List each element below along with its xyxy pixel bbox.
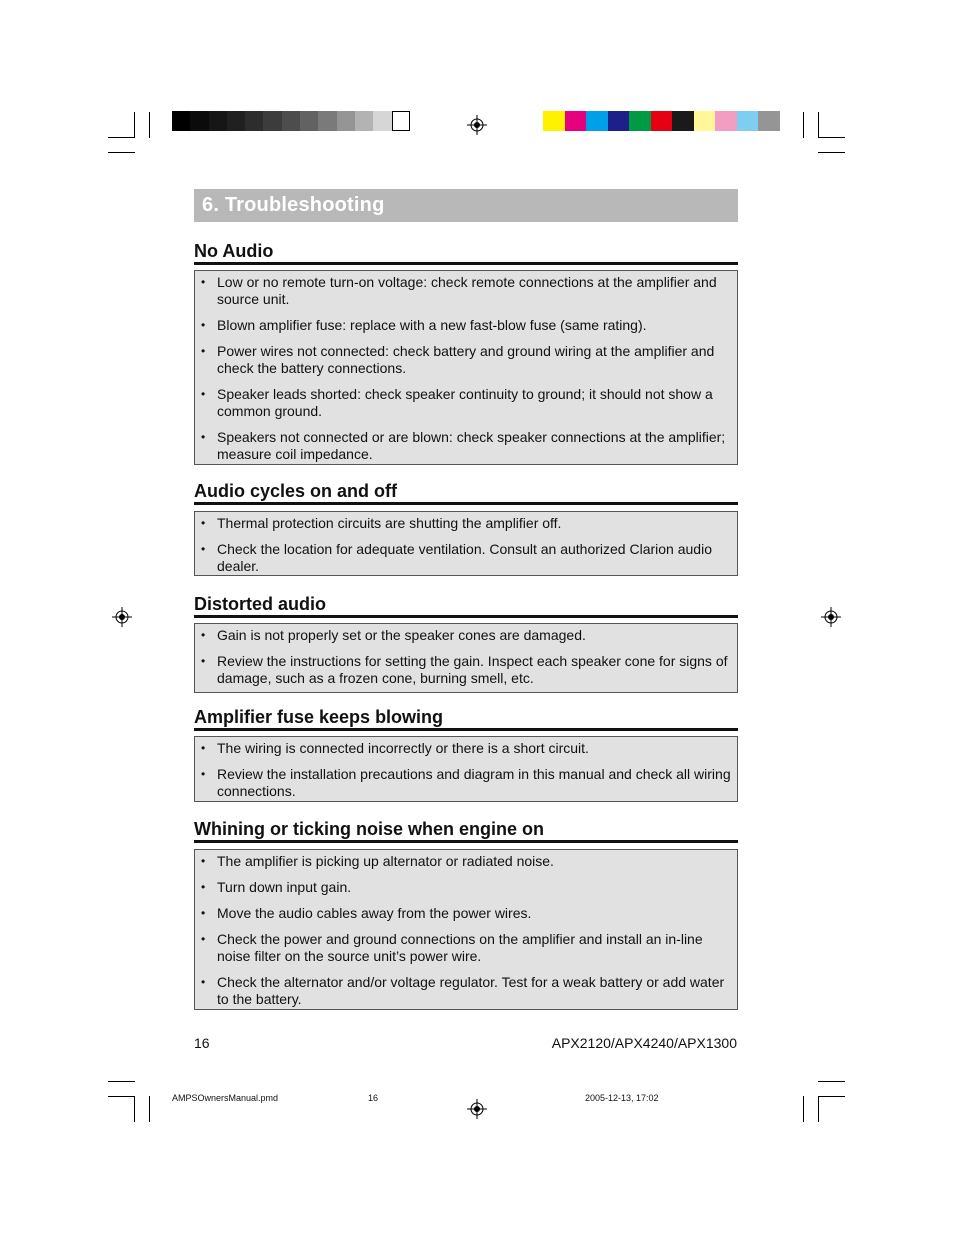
slug-page: 16 bbox=[368, 1093, 379, 1103]
color-swatch bbox=[694, 111, 716, 131]
color-swatch bbox=[586, 111, 608, 131]
crop-mark bbox=[134, 112, 135, 138]
registration-target-icon bbox=[112, 607, 132, 627]
section-heading-fuse-blowing: Amplifier fuse keeps blowing bbox=[194, 707, 738, 731]
color-swatch bbox=[227, 111, 245, 131]
color-swatch bbox=[392, 111, 410, 131]
color-swatch bbox=[209, 111, 227, 131]
grayscale-color-bar bbox=[172, 111, 410, 131]
color-swatch bbox=[672, 111, 694, 131]
list-item: • Check the alternator and/or voltage regulator. Test for a weak battery or add water to the battery. bbox=[199, 974, 731, 1008]
section-box-whining-noise bbox=[194, 849, 738, 1010]
slug-filename: AMPSOwnersManual.pmd bbox=[172, 1093, 279, 1103]
list-item: • Review the instructions for setting the gain. Inspect each speaker cone for signs of damage, such as a frozen cone, burning smell, etc. bbox=[199, 653, 731, 687]
color-swatch bbox=[629, 111, 651, 131]
list-item: • Speaker leads shorted: check speaker continuity to ground; it should not show a common ground. bbox=[199, 386, 731, 420]
list-item: • Power wires not connected: check battery and ground wiring at the amplifier and check the battery connections. bbox=[199, 343, 731, 377]
color-swatch bbox=[318, 111, 336, 131]
crop-mark bbox=[818, 137, 845, 138]
model-numbers: APX2120/APX4240/APX1300 bbox=[551, 1035, 737, 1051]
color-swatch bbox=[300, 111, 318, 131]
color-swatch bbox=[355, 111, 373, 131]
section-heading-no-audio: No Audio bbox=[194, 241, 738, 265]
slug-timestamp: 2005-12-13, 17:02 bbox=[585, 1093, 659, 1103]
registration-target-icon bbox=[821, 607, 841, 627]
crop-mark bbox=[818, 1096, 819, 1122]
section-heading-audio-cycles: Audio cycles on and off bbox=[194, 481, 738, 505]
registration-target-icon bbox=[467, 115, 487, 135]
section-heading-whining-noise: Whining or ticking noise when engine on bbox=[194, 819, 738, 843]
section-box-fuse-blowing bbox=[194, 736, 738, 802]
crop-mark bbox=[818, 152, 845, 153]
color-swatch bbox=[565, 111, 587, 131]
chapter-title: 6. Troubleshooting bbox=[202, 194, 385, 216]
list-item: • Thermal protection circuits are shutting the amplifier off. bbox=[199, 515, 731, 532]
crop-mark bbox=[108, 1096, 135, 1097]
list-item: • Blown amplifier fuse: replace with a new fast-blow fuse (same rating). bbox=[199, 317, 731, 334]
crop-mark bbox=[818, 112, 819, 138]
color-swatch bbox=[263, 111, 281, 131]
crop-mark bbox=[108, 1081, 135, 1082]
crop-mark bbox=[149, 1096, 150, 1122]
section-heading-distorted-audio: Distorted audio bbox=[194, 594, 738, 618]
crop-mark bbox=[818, 1096, 845, 1097]
crop-mark bbox=[134, 1096, 135, 1122]
color-swatch bbox=[245, 111, 263, 131]
crop-mark bbox=[818, 1081, 845, 1082]
list-item: • Review the installation precautions and diagram in this manual and check all wiring connections. bbox=[199, 766, 731, 800]
process-color-bar bbox=[543, 111, 780, 131]
page-number: 16 bbox=[194, 1035, 210, 1051]
color-swatch bbox=[651, 111, 673, 131]
color-swatch bbox=[737, 111, 759, 131]
section-box-no-audio bbox=[194, 270, 738, 465]
color-swatch bbox=[282, 111, 300, 131]
chapter-title-bar bbox=[194, 189, 738, 222]
color-swatch bbox=[172, 111, 190, 131]
color-swatch bbox=[758, 111, 780, 131]
color-swatch bbox=[190, 111, 208, 131]
color-swatch bbox=[715, 111, 737, 131]
crop-mark bbox=[803, 112, 804, 138]
color-swatch bbox=[608, 111, 630, 131]
list-item: • The amplifier is picking up alternator or radiated noise. bbox=[199, 853, 731, 870]
crop-mark bbox=[149, 112, 150, 138]
crop-mark bbox=[803, 1096, 804, 1122]
section-box-distorted-audio bbox=[194, 623, 738, 693]
list-item: • Speakers not connected or are blown: check speaker connections at the amplifier; measure coil impedance. bbox=[199, 429, 731, 463]
list-item: • Move the audio cables away from the power wires. bbox=[199, 905, 731, 922]
color-swatch bbox=[373, 111, 391, 131]
color-swatch bbox=[543, 111, 565, 131]
section-box-audio-cycles bbox=[194, 511, 738, 576]
list-item: • Check the location for adequate ventilation. Consult an authorized Clarion audio dealer. bbox=[199, 541, 731, 575]
list-item: • Gain is not properly set or the speaker cones are damaged. bbox=[199, 627, 731, 644]
color-swatch bbox=[337, 111, 355, 131]
list-item: • Low or no remote turn-on voltage: check remote connections at the amplifier and source unit. bbox=[199, 274, 731, 308]
list-item: • Check the power and ground connections on the amplifier and install an in-line noise filter on the source unit’s power wire. bbox=[199, 931, 731, 965]
crop-mark bbox=[108, 137, 135, 138]
list-item: • The wiring is connected incorrectly or there is a short circuit. bbox=[199, 740, 731, 757]
list-item: • Turn down input gain. bbox=[199, 879, 731, 896]
registration-target-icon bbox=[467, 1099, 487, 1119]
crop-mark bbox=[108, 152, 135, 153]
